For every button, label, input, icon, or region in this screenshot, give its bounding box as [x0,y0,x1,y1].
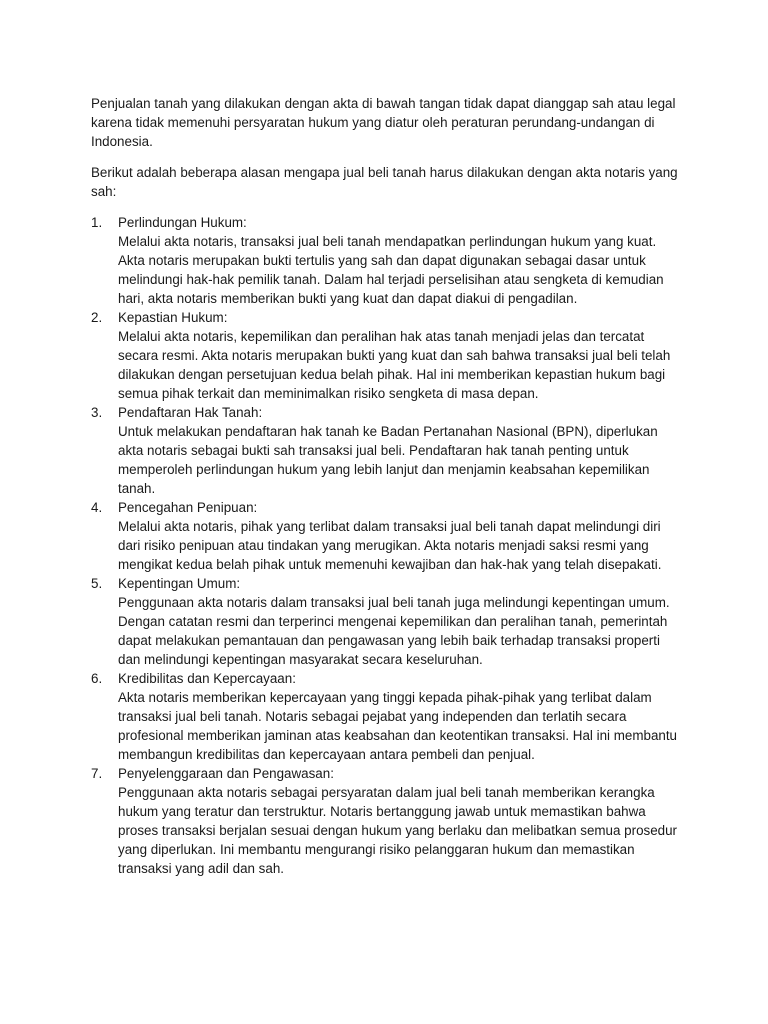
list-item-body: Penggunaan akta notaris sebagai persyaratan dalam jual beli tanah memberikan kerangka hukum yang teratur dan terstruktur. Notaris bertanggung jawab untuk memastikan bahwa proses transaksi berjalan sesuai dengan hukum yang berlaku dan melibatkan semua prosedur yang diperlukan. Ini membantu mengurangi risiko pelanggaran hukum dan memastikan transaksi yang adil dan sah. [118,785,678,876]
list-item-title: Kepastian Hukum: [118,310,228,325]
list-item [91,308,683,403]
list-item-number: 6. [91,671,103,686]
list-item-title: Pendaftaran Hak Tanah: [118,405,263,420]
list-item-number: 7. [91,766,103,781]
list-item-body: Melalui akta notaris, kepemilikan dan peralihan hak atas tanah menjadi jelas dan tercatat secara resmi. Akta notaris merupakan bukti yang kuat dan sah bahwa transaksi jual beli telah dilakukan dengan persetujuan kedua belah pihak. Hal ini memberikan kepastian hukum bagi semua pihak terkait dan meminimalkan risiko sengketa di masa depan. [118,329,671,401]
list-item-number: 4. [91,500,103,515]
list-item-body: Melalui akta notaris, pihak yang terlibat dalam transaksi jual beli tanah dapat melindungi diri dari risiko penipuan atau tindakan yang merugikan. Akta notaris menjadi saksi resmi yang mengikat kedua belah pihak untuk memenuhi kewajiban dan hak-hak yang telah disepakati. [118,519,662,572]
list-item-title: Pencegahan Penipuan: [118,500,258,515]
list-item-number: 1. [91,215,103,230]
document-page [91,94,683,878]
list-item-title: Kepentingan Umum: [118,576,241,591]
list-item [91,213,683,308]
intro-paragraph: Penjualan tanah yang dilakukan dengan akta di bawah tangan tidak dapat dianggap sah atau legal karena tidak memenuhi persyaratan hukum yang diatur oleh peraturan perundang-undangan di Indonesia. [91,96,676,149]
list-item-body: Untuk melakukan pendaftaran hak tanah ke Badan Pertanahan Nasional (BPN), diperlukan akta notaris sebagai bukti sah transaksi jual beli. Pendaftaran hak tanah penting untuk memperoleh perlindungan hukum yang lebih lanjut dan menjamin keabsahan kepemilikan tanah. [118,424,658,496]
list-item-title: Perlindungan Hukum: [118,215,247,230]
list-intro-paragraph: Berikut adalah beberapa alasan mengapa jual beli tanah harus dilakukan dengan akta notaris yang sah: [91,165,678,199]
list-item-body: Melalui akta notaris, transaksi jual beli tanah mendapatkan perlindungan hukum yang kuat. Akta notaris merupakan bukti tertulis yang sah dan dapat digunakan sebagai dasar untuk melindungi hak-hak pemilik tanah. Dalam hal terjadi perselisihan atau sengketa di kemudian hari, akta notaris memberikan bukti yang kuat dan dapat diakui di pengadilan. [118,234,664,306]
list-item-body: Akta notaris memberikan kepercayaan yang tinggi kepada pihak-pihak yang terlibat dalam transaksi jual beli tanah. Notaris sebagai pejabat yang independen dan terlatih secara profesional memberikan jaminan atas keabsahan dan keotentikan transaksi. Hal ini membantu membangun kredibilitas dan kepercayaan antara pembeli dan penjual. [118,690,678,762]
list-item-title: Kredibilitas dan Kepercayaan: [118,671,296,686]
list-item-number: 3. [91,405,103,420]
list-item [91,574,683,669]
list-item [91,669,683,764]
list-item [91,764,683,878]
list-item-number: 5. [91,576,103,591]
list-item [91,403,683,498]
list-item-body: Penggunaan akta notaris dalam transaksi jual beli tanah juga melindungi kepentingan umum. Dengan catatan resmi dan terperinci mengenai kepemilikan dan peralihan tanah, pemerintah dapat melakukan pemantauan dan pengawasan yang lebih baik terhadap transaksi properti dan melindungi kepentingan masyarakat secara keseluruhan. [118,595,670,667]
reasons-list [91,213,683,878]
list-item-title: Penyelenggaraan dan Pengawasan: [118,766,334,781]
list-item-number: 2. [91,310,103,325]
list-item [91,498,683,574]
